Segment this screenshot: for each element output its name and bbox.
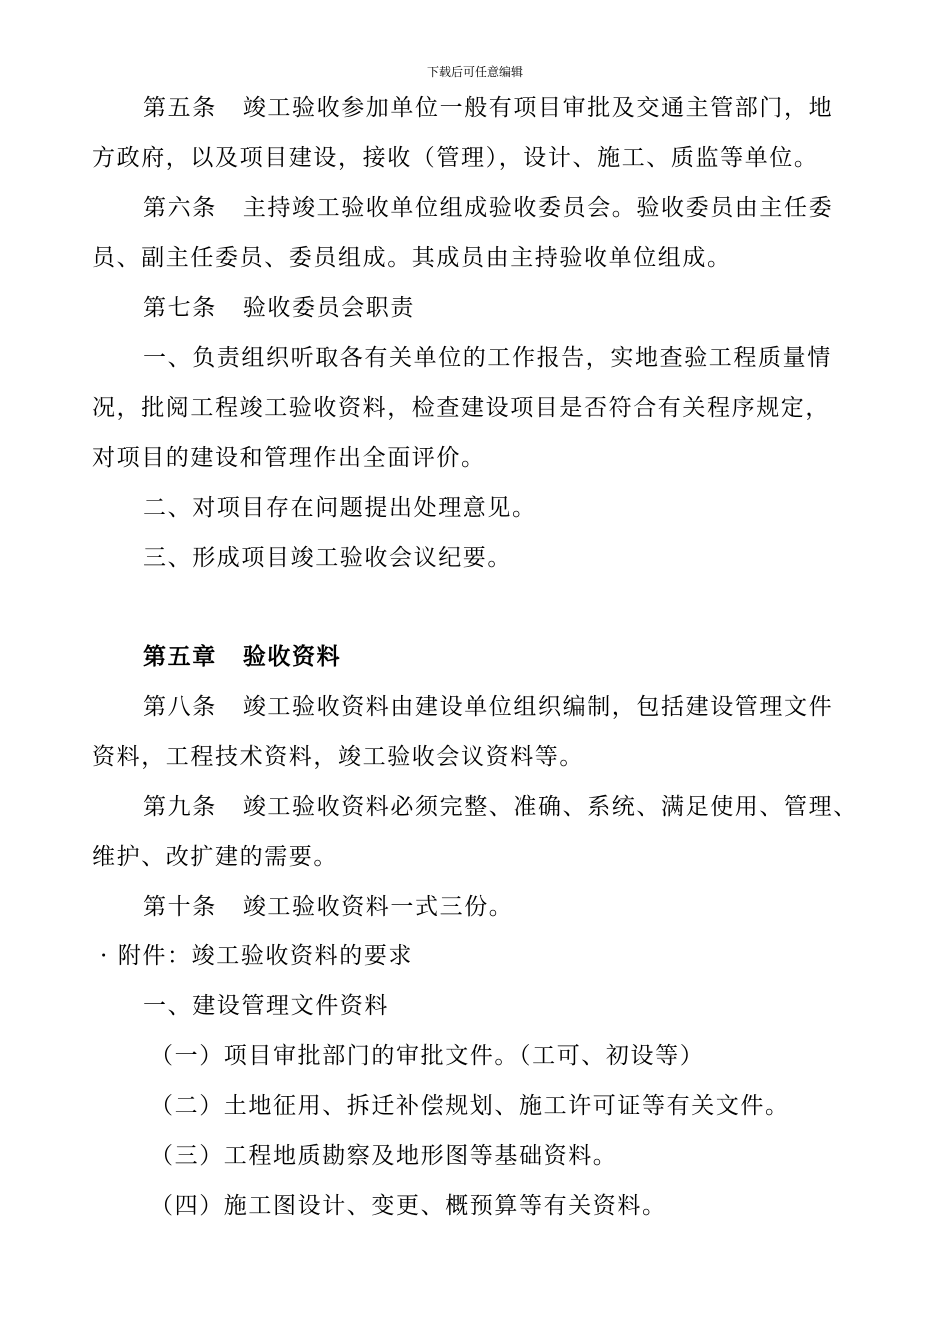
appendix-section-1: 一、建设管理文件资料	[143, 993, 389, 1019]
article-label: 第九条	[143, 794, 217, 820]
page-header: 下载后可任意编辑	[426, 65, 523, 79]
article-9-line-2: 维护、改扩建的需要。	[92, 844, 338, 870]
article-label: 第八条	[143, 694, 217, 720]
duty-1-line-3: 对项目的建设和管理作出全面评价。	[92, 445, 486, 471]
appendix-item-4: （四）施工图设计、变更、概预算等有关资料。	[150, 1193, 667, 1219]
article-text: 竣工验收资料必须完整、准确、系统、满足使用、管理、	[242, 794, 858, 820]
duty-1-line-2: 况，批阅工程竣工验收资料，检查建设项目是否符合有关程序规定，	[92, 395, 830, 421]
appendix-item-1: （一）项目审批部门的审批文件。（工可、初设等）	[150, 1043, 705, 1069]
article-9-line-1	[143, 792, 858, 822]
article-text: 竣工验收资料由建设单位组织编制，包括建设管理文件	[242, 694, 834, 720]
article-8-line-1	[143, 692, 833, 722]
appendix-item-3: （三）工程地质勘察及地形图等基础资料。	[150, 1143, 618, 1169]
duty-2: 二、对项目存在问题提出处理意见。	[143, 495, 537, 521]
appendix-title: · 附件：竣工验收资料的要求	[100, 943, 414, 969]
article-text: 验收委员会职责	[242, 295, 416, 321]
article-text: 主持竣工验收单位组成验收委员会。验收委员由主任委	[242, 195, 834, 221]
article-6-line-1	[143, 193, 833, 223]
appendix-item-2: （二）土地征用、拆迁补偿规划、施工许可证等有关文件。	[150, 1093, 790, 1119]
chapter-5-heading	[143, 642, 341, 672]
article-6-line-2: 员、副主任委员、委员组成。其成员由主持验收单位组成。	[92, 245, 732, 271]
article-text: 竣工验收参加单位一般有项目审批及交通主管部门，地	[242, 95, 834, 121]
article-8-line-2: 资料，工程技术资料，竣工验收会议资料等。	[92, 744, 584, 770]
article-7-line-1	[143, 293, 415, 323]
article-label: 第六条	[143, 195, 217, 221]
article-label: 第十条	[143, 894, 217, 920]
article-5-line-1	[143, 93, 833, 123]
article-label: 第五条	[143, 95, 217, 121]
article-text: 竣工验收资料一式三份。	[242, 894, 514, 920]
article-5-line-2: 方政府，以及项目建设，接收（管理），设计、施工、质监等单位。	[92, 145, 819, 171]
chapter-label: 第五章	[143, 644, 217, 670]
duty-3: 三、形成项目竣工验收会议纪要。	[143, 545, 512, 571]
article-10	[143, 892, 513, 922]
chapter-title: 验收资料	[242, 644, 342, 670]
article-label: 第七条	[143, 295, 217, 321]
duty-1-line-1: 一、负责组织听取各有关单位的工作报告，实地查验工程质量情	[143, 345, 832, 371]
